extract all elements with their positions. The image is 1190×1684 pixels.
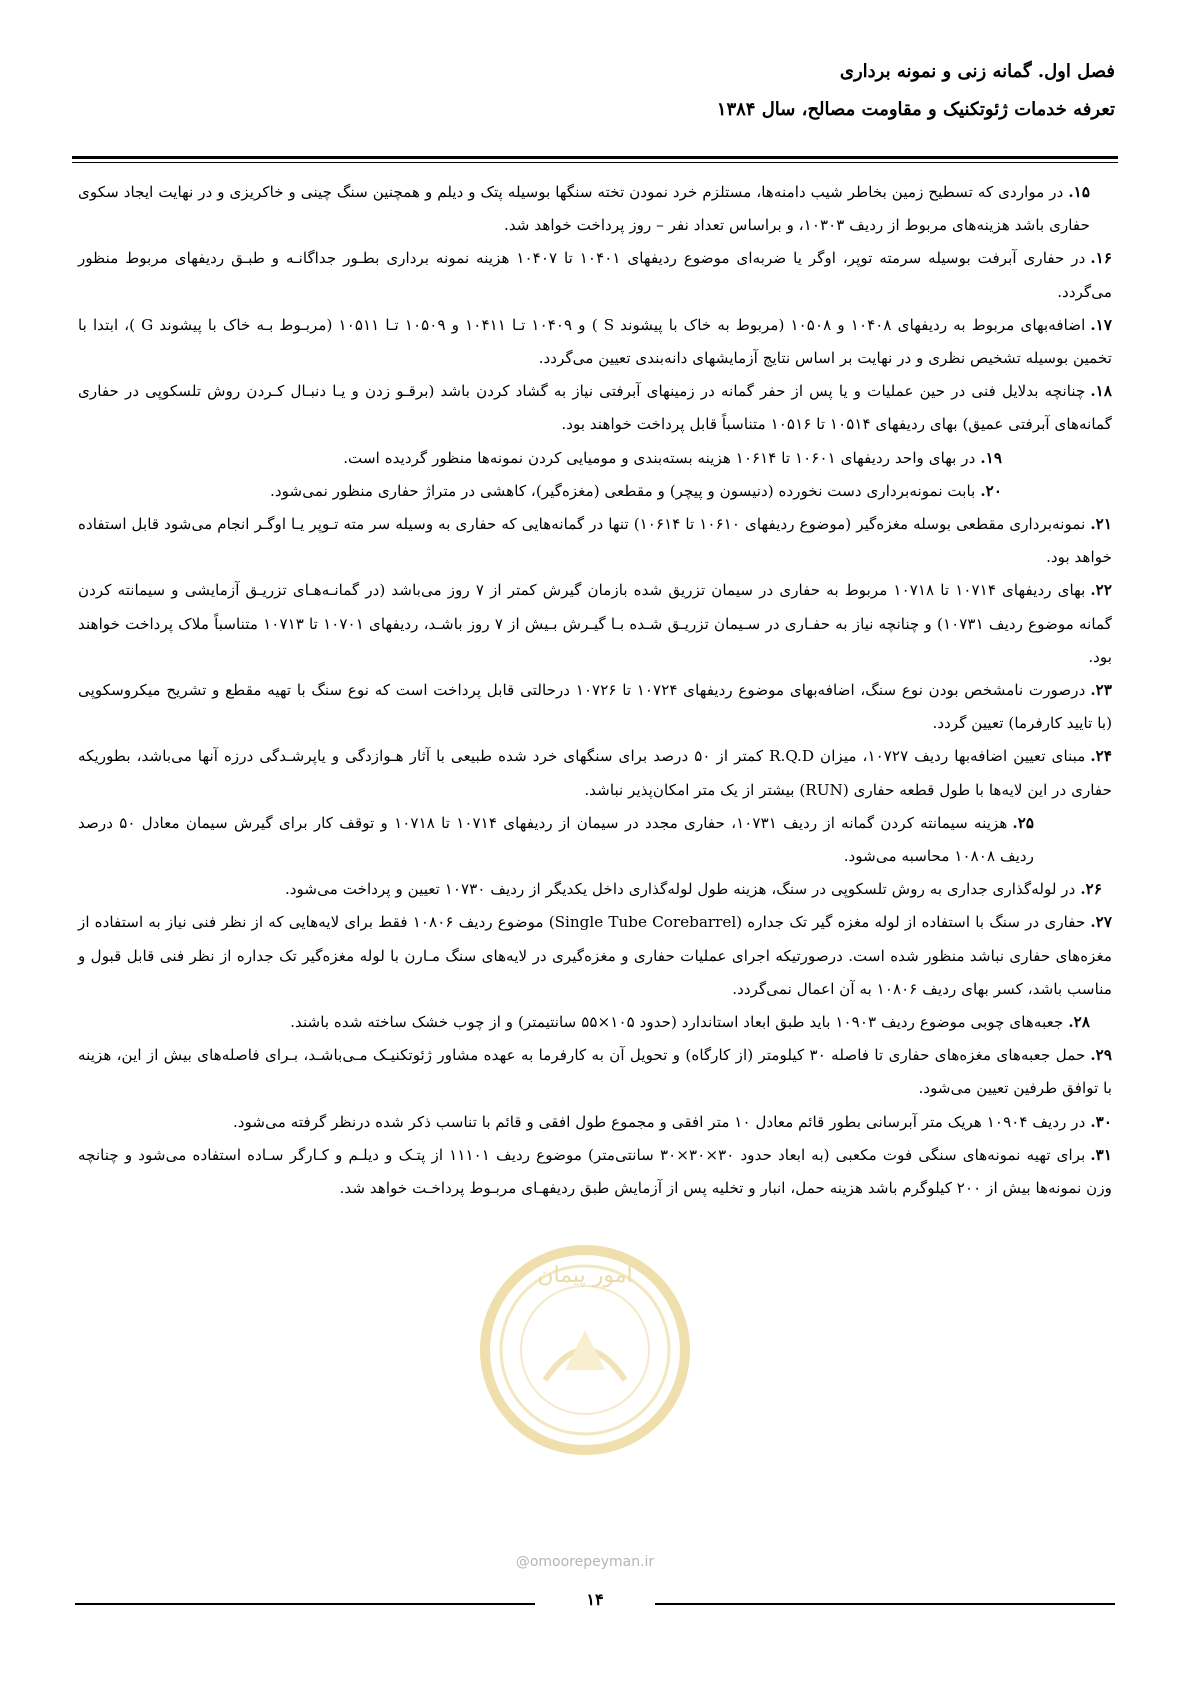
watermark-url: @omoorepeyman.ir: [515, 1554, 655, 1570]
notes-list: [78, 176, 1112, 1205]
note-number: ۲۷.: [1090, 913, 1112, 932]
note-number: ۱۷.: [1090, 315, 1112, 334]
note-item-31: [78, 1139, 1112, 1205]
note-text: نمونه‌برداری مقطعی بوسله مغزه‌گیر (موضوع ردیفهای ۱۰۶۱۰ تا ۱۰۶۱۴) تنها در گمانه‌هایی که حفاری به وسیله سر مته تـوپر یـا اوگـر انجام می‌شود قابل استفاده خواهد بود.: [78, 515, 1112, 567]
note-number: ۳۱.: [1090, 1145, 1112, 1164]
note-text: در حفاری آبرفت بوسیله سرمته توپر، اوگر یا ضربه‌ای موضوع ردیفهای ۱۰۴۰۱ تا ۱۰۴۰۷ هزینه نمونه برداری بطـور جداگانـه و طبـق ردیفهای مربوط منظور می‌گردد.: [78, 249, 1112, 301]
footer-divider-right: [655, 1603, 1115, 1605]
note-item-29: [78, 1039, 1112, 1105]
note-text: در ردیف ۱۰۹۰۴ هریک متر آبرسانی بطور قائم معادل ۱۰ متر افقی و مجموع طول افقی و قائم با تناسب ذکر شده درنظر گرفته می‌شود.: [232, 1112, 1086, 1131]
note-item-23: [78, 674, 1112, 740]
page-footer: [75, 1588, 1115, 1618]
note-text: هزینه سیمانته کردن گمانه از ردیف ۱۰۷۳۱، حفاری مجدد در سیمان از ردیفهای ۱۰۷۱۴ تا ۱۰۷۱۸ و توقف کار برای گیرش سیمان معادل ۵۰ درصد ردیف ۱۰۸۰۸ محاسبه می‌شود.: [78, 813, 1034, 866]
document-title: تعرفه خدمات ژئوتکنیک و مقاومت مصالح، سال ۱۳۸۴: [716, 99, 1115, 120]
note-item-21: [78, 508, 1112, 574]
note-number: ۱۶.: [1090, 249, 1112, 268]
note-item-16: [78, 242, 1112, 308]
header-divider-thin: [72, 162, 1118, 163]
note-number: ۱۸.: [1090, 382, 1112, 401]
note-number: ۲۰.: [980, 481, 1002, 500]
note-item-15: [78, 176, 1112, 242]
note-item-20: [78, 475, 1112, 508]
note-text: اضافه‌بهای مربوط به ردیفهای ۱۰۴۰۸ و ۱۰۵۰۸ (مربوط به خاک با پیشوند S ) و ۱۰۴۰۹ تـا ۱۰۴۱۱ و ۱۰۵۰۹ تـا ۱۰۵۱۱ (مربـوط بـه خاک با پیشوند G )، ابتدا با تخمین بوسیله تشخیص نظری و در نهایت بر اساس نتایج آزمایشهای دانه‌بندی تعیین می‌گردد.: [78, 315, 1112, 368]
note-number: ۲۸.: [1068, 1013, 1090, 1032]
note-text: بهای ردیفهای ۱۰۷۱۴ تا ۱۰۷۱۸ مربوط به حفاری در سیمان تزریق شده بازمان گیرش کمتر از ۷ روز می‌باشد (در گمانـه‌هـای تزریـق آزمایشی و سیمانته کردن گمانه موضوع ردیف ۱۰۷۳۱) و چنانچه نیاز به حفـاری در سـیمان تزریـق شـده بـا گیـرش بـیش از ۷ روز باشـد، ردیفهای ۱۰۷۰۱ تا ۱۰۷۱۳ متناسباً ملاک پرداخت خواهند بود.: [78, 581, 1113, 666]
note-number: ۲۱.: [1090, 515, 1112, 534]
note-number: ۱۹.: [980, 448, 1002, 467]
chapter-title: فصل اول. گمانه زنی و نمونه برداری: [839, 61, 1115, 82]
page-number: ۱۴: [586, 1590, 604, 1609]
note-text: مبنای تعیین اضافه‌بها ردیف ۱۰۷۲۷، میزان R.Q.D کمتر از ۵۰ درصد برای سنگهای خرد شده طبیعی با آثار هـوازدگی و یاپرشـدگی درزه آنها می‌باشد، بطوریکه حفاری در این لایه‌ها با طول قطعه حفاری (RUN) بیشتر از یک متر امکان‌پذیر نباشد.: [78, 747, 1112, 799]
note-item-26: [78, 873, 1112, 906]
note-text: بابت نمونه‌برداری دست نخورده (دنیسون و پیچر) و مقطعی (مغزه‌گیر)، کاهشی در متراژ حفاری منظور نمی‌شود.: [270, 481, 976, 500]
note-item-25: [78, 807, 1112, 873]
note-text: برای تهیه نمونه‌های سنگی فوت مکعبی (به ابعاد حدود ۳۰×۳۰×۳۰ سانتی‌متر) موضوع ردیف ۱۱۱۰۱ از پتـک و دیلـم و کـارگر سـاده استفاده می‌شود و چنانچه وزن نمونه‌ها بیش از ۲۰۰ کیلوگرم باشد هزینه حمل، انبار و تخلیه پس از آزمایش طبق ردیفهـای مربـوط پرداخـت خواهد شد.: [78, 1145, 1112, 1198]
note-number: ۲۳.: [1090, 681, 1112, 700]
note-number: ۲۴.: [1090, 747, 1112, 766]
header-divider-thick: [72, 156, 1118, 159]
note-number: ۲۵.: [1012, 813, 1035, 832]
note-text: حفاری در سنگ با استفاده از لوله مغزه گیر تک جداره (Single Tube Corebarrel) موضوع ردیف ۱۰۸۰۶ فقط برای لایه‌هایی که از نظر فنی نیاز به استفاده از مغزه‌های حفاری نباشد منظور شده است. درصورتیکه اجرای عملیات حفاری و مغزه‌گیری در لایه‌های سنگ مـارن با لوله مغزه‌گیر تک جداره از نظر فنی قابل قبول و مناسب باشد، کسر بهای ردیف ۱۰۸۰۶ به آن اعمال نمی‌گردد.: [78, 913, 1112, 998]
note-number: ۱۵.: [1068, 183, 1090, 201]
note-text: جعبه‌های چوبی موضوع ردیف ۱۰۹۰۳ باید طبق ابعاد استاندارد (حدود ۱۰۵×۵۵ سانتیمتر) و از چوب خشک ساخته شده باشند.: [290, 1013, 1064, 1032]
page-header: [75, 60, 1115, 122]
note-item-22: [78, 574, 1112, 674]
note-item-19: [78, 442, 1112, 475]
note-item-18: [78, 375, 1112, 441]
note-item-30: [78, 1106, 1112, 1139]
note-number: ۲۶.: [1080, 880, 1102, 899]
svg-text:امور پیمان: امور پیمان: [537, 1263, 633, 1288]
note-number: ۲۹.: [1090, 1046, 1112, 1065]
note-text: درصورت نامشخص بودن نوع سنگ، اضافه‌بهای موضوع ردیفهای ۱۰۷۲۴ تا ۱۰۷۲۶ درحالتی قابل پرداخت است که نوع سنگ با تهیه مقطع و تشریح میکروسکوپی (با تایید کارفرما) تعیین گردد.: [78, 681, 1112, 733]
note-item-28: [78, 1006, 1112, 1039]
note-text: در مواردی که تسطیح زمین بخاطر شیب دامنه‌ها، مستلزم خرد نمودن تخته سنگها بوسیله پتک و دیلم و همچنین سنگ چینی و خاکریزی و در نهایت ایجاد سکوی حفاری باشد هزینه‌های مربوط از ردیف ۱۰۳۰۳، و براساس تعداد نفر – روز پرداخت خواهد شد.: [78, 183, 1090, 235]
note-item-17: [78, 309, 1112, 375]
note-number: ۳۰.: [1090, 1112, 1112, 1131]
note-item-27: [78, 906, 1112, 1006]
note-number: ۲۲.: [1090, 581, 1112, 600]
note-item-24: [78, 740, 1112, 806]
watermark-logo-icon: [470, 1230, 700, 1490]
note-text: در بهای واحد ردیفهای ۱۰۶۰۱ تا ۱۰۶۱۴ هزینه بسته‌بندی و مومیایی کردن نمونه‌ها منظور گردیده است.: [343, 448, 976, 467]
note-text: چنانچه بدلایل فنی در حین عملیات و یا پس از حفر گمانه در زمینهای آبرفتی نیاز به گشاد کردن باشد (برقـو زدن و یـا دنبـال کـردن روش تلسکوپی در حفاری گمانه‌های آبرفتی عمیق) بهای ردیفهای ۱۰۵۱۴ تا ۱۰۵۱۶ متناسباً قابل پرداخت خواهند بود.: [78, 382, 1112, 434]
note-text: حمل جعبه‌های مغزه‌های حفاری تا فاصله ۳۰ کیلومتر (از کارگاه) و تحویل آن به کارفرما به عهده مشاور ژئوتکنیـک مـی‌باشـد، بـرای فاصله‌های بیش از این، هزینه با توافق طرفین تعیین می‌شود.: [78, 1046, 1112, 1098]
note-text: در لوله‌گذاری جداری به روش تلسکوپی در سنگ، هزینه طول لوله‌گذاری داخل یکدیگر از ردیف ۱۰۷۳۰ تعیین و پرداخت می‌شود.: [284, 880, 1076, 899]
